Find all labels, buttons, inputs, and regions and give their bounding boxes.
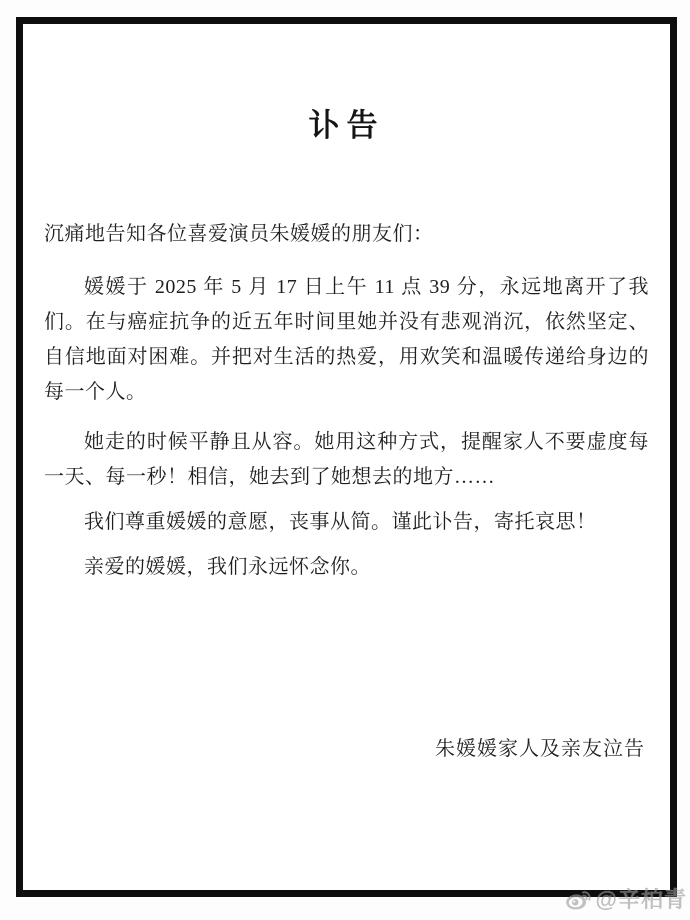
- paragraph-farewell: 亲爱的媛媛，我们永远怀念你。: [84, 556, 371, 578]
- signature-line: 朱媛媛家人及亲友泣告: [435, 738, 645, 760]
- document-title: 讣告: [308, 108, 385, 143]
- paragraph-passing-announcement: 媛媛于 2025 年 5 月 17 日上午 11 点 39 分，永远地离开了我们。在与癌症抗争的近五年时间里她并没有悲观消沉，依然坚定、自信地面对困难。并把对生活的热爱，用欢笑和温暖传递给身边的每一个人。: [44, 276, 649, 403]
- weibo-icon: [565, 887, 592, 911]
- paragraph-peaceful-departure: 她走的时候平静且从容。她用这种方式，提醒家人不要虚度每一天、每一秒！相信，她去到了她想去的地方……: [44, 431, 649, 488]
- watermark-handle: @辛柏青: [595, 887, 687, 912]
- document-frame: [16, 17, 677, 897]
- document-content: [23, 108, 670, 920]
- salutation-line: 沉痛地告知各位喜爱演员朱媛媛的朋友们：: [44, 223, 434, 245]
- weibo-watermark: [565, 883, 687, 914]
- paragraph-simple-funeral: 我们尊重媛媛的意愿，丧事从简。谨此讣告，寄托哀思！: [84, 511, 597, 533]
